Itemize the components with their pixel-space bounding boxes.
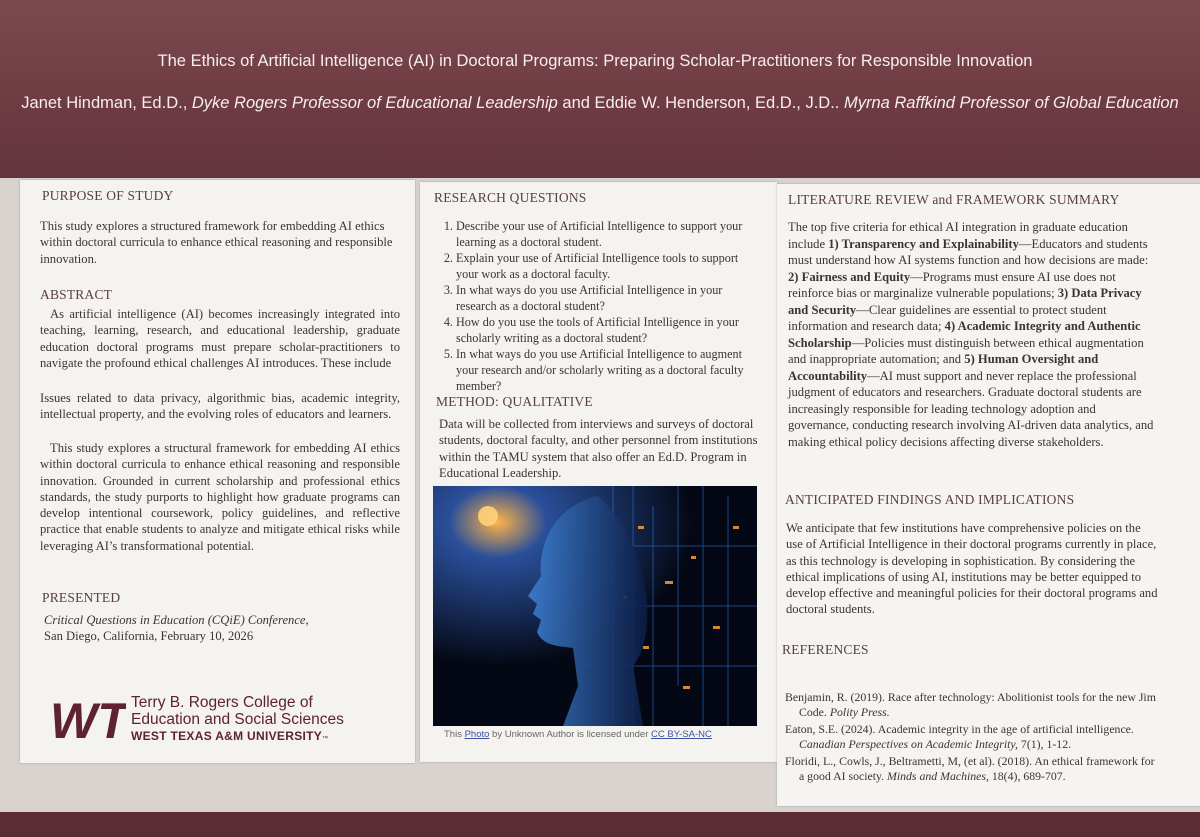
- criterion-4-text: —Policies must distinguish between ethical augmentation and inappropriate automation; and: [788, 335, 1144, 366]
- criterion-4: 4) Academic Integrity and Authentic Scholarship: [788, 319, 1141, 350]
- criterion-2-text: —Programs must ensure AI use does not reinforce bias or marginalize vulnerable populations;: [788, 269, 1116, 300]
- criterion-5: 5) Human Oversight and Accountability: [788, 352, 1099, 383]
- criterion-2: 2) Fairness and Equity: [788, 269, 911, 284]
- references-list: [785, 690, 1160, 786]
- method-text: Data will be collected from interviews and surveys of doctoral students, doctoral faculty, and other personnel from institutions within the TAMU system that also offer an Ed.D. Program in Educational Leadership.: [439, 417, 758, 480]
- purpose-text: This study explores a structured framework for embedding AI ethics within doctoral curricula to enhance ethical reasoning and responsible innovation.: [40, 219, 393, 266]
- ai-face-photo: [433, 486, 757, 726]
- research-questions: [434, 218, 759, 394]
- abstract-p2: Issues related to data privacy, algorithmic bias, academic integrity, intellectual property, and the evolving roles of educators and learners.: [40, 391, 400, 422]
- poster-banner: [0, 0, 1200, 178]
- research-question-item: 2. Explain your use of Artificial Intelligence tools to support your work as a doctoral faculty.: [456, 250, 759, 282]
- reference-item: [785, 754, 1160, 784]
- author-2-title: Myrna Raffkind Professor of Global Education: [843, 94, 1179, 112]
- literature-heading: LITERATURE REVIEW and FRAMEWORK SUMMARY: [788, 192, 1120, 207]
- method-heading: METHOD: QUALITATIVE: [436, 394, 593, 409]
- wt-logo-letters: WT: [50, 694, 126, 746]
- literature-text: [788, 219, 1158, 450]
- research-heading: RESEARCH QUESTIONS: [434, 190, 587, 205]
- presented-conference: Critical Questions in Education (CQiE) Conference,: [44, 613, 309, 627]
- photo-credit: [444, 729, 712, 740]
- poster-title: The Ethics of Artificial Intelligence (AI) in Doctoral Programs: Preparing Scholar-Practitioners for Responsible Innovation: [157, 52, 1033, 70]
- ref-3-text: Floridi, L., Cowls, J., Beltrametti, M, (et al). (2018). An ethical framework for a good AI society.: [785, 754, 1155, 783]
- purpose-heading: PURPOSE OF STUDY: [42, 188, 174, 203]
- ref-3-volume: 18(4), 689-707.: [988, 769, 1066, 783]
- criterion-1-text: —Educators and students must understand how AI systems function and how decisions are made:: [788, 236, 1149, 267]
- references-heading: REFERENCES: [782, 642, 869, 657]
- credit-prefix: This: [444, 729, 465, 740]
- lit-intro: The top five criteria for ethical AI integration in graduate education include: [788, 220, 1128, 251]
- license-link[interactable]: CC BY-SA-NC: [651, 729, 712, 740]
- presented-location: San Diego, California, February 10, 2026: [44, 629, 254, 643]
- criterion-3-text: —Clear guidelines are essential to protect student information and research data;: [788, 302, 1107, 333]
- logo-line-2: Education and Social Sciences: [131, 711, 344, 728]
- research-question-list: [434, 218, 759, 394]
- logo-tm: ™: [322, 736, 329, 742]
- reference-item: [785, 690, 1160, 720]
- ref-1-text: Benjamin, R. (2019). Race after technology: Abolitionist tools for the new Jim Code.: [785, 690, 1156, 719]
- author-1-title: Dyke Rogers Professor of Educational Leadership: [191, 94, 558, 112]
- abstract-heading: ABSTRACT: [40, 287, 113, 302]
- author-1: Janet Hindman, Ed.D.,: [21, 94, 192, 112]
- logo-text: [131, 694, 344, 747]
- research-question-item: 1. Describe your use of Artificial Intelligence to support your learning as a doctoral student.: [456, 218, 759, 250]
- photo-link[interactable]: Photo: [464, 729, 490, 740]
- wt-logo-mark: [48, 694, 126, 746]
- research-question-item: 3. In what ways do you use Artificial Intelligence in your research as a doctoral student?: [456, 282, 759, 314]
- ref-2-volume: 7(1), 1-12.: [1017, 737, 1072, 751]
- findings-text: We anticipate that few institutions have comprehensive policies on the use of Artificial Intelligence in their doctoral programs currently in place, as this technology is developing in sophistication. By considering the ethical implications of using AI, institutions may be better equipped to develop effective and meaningful policies for their doctoral programs and doctoral students.: [786, 521, 1158, 617]
- author-2: and Eddie W. Henderson, Ed.D., J.D..: [557, 94, 844, 112]
- research-question-item: 4. How do you use the tools of Artificial Intelligence in your scholarly writing as a doctoral student?: [456, 314, 759, 346]
- ref-1-source: Polity Press.: [829, 705, 890, 719]
- findings-heading: ANTICIPATED FINDINGS AND IMPLICATIONS: [785, 492, 1075, 507]
- reference-item: [785, 722, 1160, 752]
- criterion-3: 3) Data Privacy and Security: [788, 286, 1142, 317]
- ref-2-text: Eaton, S.E. (2024). Academic integrity in the age of artificial intelligence.: [785, 722, 1134, 736]
- ref-2-source: Canadian Perspectives on Academic Integrity,: [799, 737, 1018, 751]
- criterion-1: 1) Transparency and Explainability: [828, 236, 1019, 251]
- ai-face-illustration: [433, 486, 757, 726]
- research-question-item: 5. In what ways do you use Artificial Intelligence to augment your research and/or scholarly writing as a doctoral faculty member?: [456, 346, 759, 394]
- wtamu-logo: [48, 694, 378, 746]
- abstract-p1: As artificial intelligence (AI) becomes increasingly integrated into teaching, learning, research, and educational leadership, graduate education doctoral programs must prepare scholar-practitioners to navigate the profound ethical challenges AI introduces. These include: [40, 307, 400, 370]
- bottom-bar: [0, 812, 1200, 837]
- poster-authors: [0, 94, 1200, 113]
- logo-university: WEST TEXAS A&M UNIVERSITY: [131, 729, 323, 743]
- criterion-5-text: —AI must support and never replace the professional judgment of educators and researchers. Graduate doctoral students are increasingly responsible for leading technology adoption and governance, conducting research involving AI-driven data analytics, and making ethical policy decisions affecting diverse stakeholders.: [788, 368, 1154, 449]
- abstract-p3: This study explores a structural framework for embedding AI ethics within doctoral curricula to enhance ethical reasoning and responsible innovation. Grounded in current scholarship and professional ethics standards, the study purports to highlight how graduate programs can develop intentional coursework, policy guidelines, and reflective practice that enable students to analyze and mitigate ethical risks while leveraging AI’s transformational potential.: [40, 441, 400, 553]
- logo-line-3: [131, 728, 344, 747]
- presented-heading: PRESENTED: [42, 590, 121, 605]
- logo-line-1: Terry B. Rogers College of: [131, 694, 313, 711]
- ref-3-source: Minds and Machines,: [887, 769, 989, 783]
- credit-middle: by Unknown Author is licensed under: [489, 729, 652, 740]
